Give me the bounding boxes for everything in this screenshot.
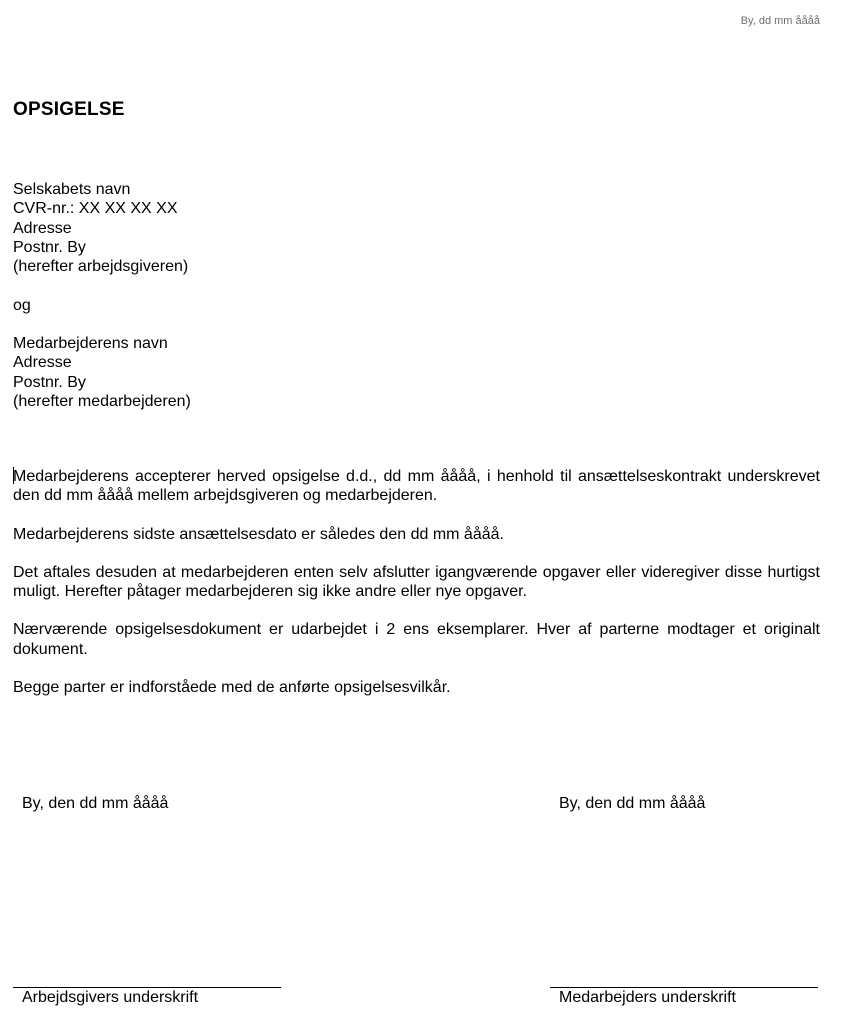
employee-address: Adresse (13, 354, 72, 372)
employer-company-name: Selskabets navn (13, 181, 131, 198)
employer-cvr: CVR-nr.: XX XX XX XX (13, 200, 178, 218)
employee-designation: (herefter medarbejderen) (13, 392, 191, 410)
conjunction-text: og (13, 297, 31, 314)
employer-designation: (herefter arbejdsgiveren) (13, 258, 189, 276)
employee-block (13, 334, 191, 411)
employer-signature-place-date: By, den dd mm åååå (22, 795, 169, 812)
employer-address: Adresse (13, 219, 72, 237)
document-title: OPSIGELSE (13, 99, 125, 120)
employer-signature-label: Arbejdsgivers underskrift (22, 989, 199, 1006)
header-place-date: By, dd mm åååå (740, 15, 820, 27)
body-paragraph-tasks: Det aftales desuden at medarbejderen enten selv afslutter igangværende opgaver eller videregiver disse hurtigst muligt. Herefter påtager medarbejderen sig ikke andre eller nye opgaver. (13, 563, 820, 601)
employer-postal-city: Postnr. By (13, 238, 86, 256)
employee-name: Medarbejderens navn (13, 335, 168, 352)
body-paragraph-agreement: Begge parter er indforståede med de anførte opsigelsesvilkår. (13, 679, 451, 697)
employer-signature-line (13, 987, 281, 988)
document-body[interactable] (13, 467, 820, 716)
employer-block (13, 180, 188, 276)
employee-signature-place-date: By, den dd mm åååå (559, 795, 706, 812)
employee-signature-line (550, 987, 818, 988)
body-paragraph-copies: Nærværende opsigelsesdokument er udarbejdet i 2 ens eksemplarer. Hver af parterne modtager et originalt dokument. (13, 621, 820, 658)
body-paragraph-last-date: Medarbejderens sidste ansættelsesdato er således den dd mm åååå. (13, 525, 504, 543)
body-paragraph-acceptance: Medarbejderens accepterer herved opsigelse d.d., dd mm åååå, i henhold til ansættelseskontrakt underskrevet den dd mm åååå mellem arbejdsgiveren og medarbejderen. (13, 468, 820, 505)
employee-postal-city: Postnr. By (13, 373, 86, 391)
employee-signature-label: Medarbejders underskrift (559, 989, 736, 1006)
